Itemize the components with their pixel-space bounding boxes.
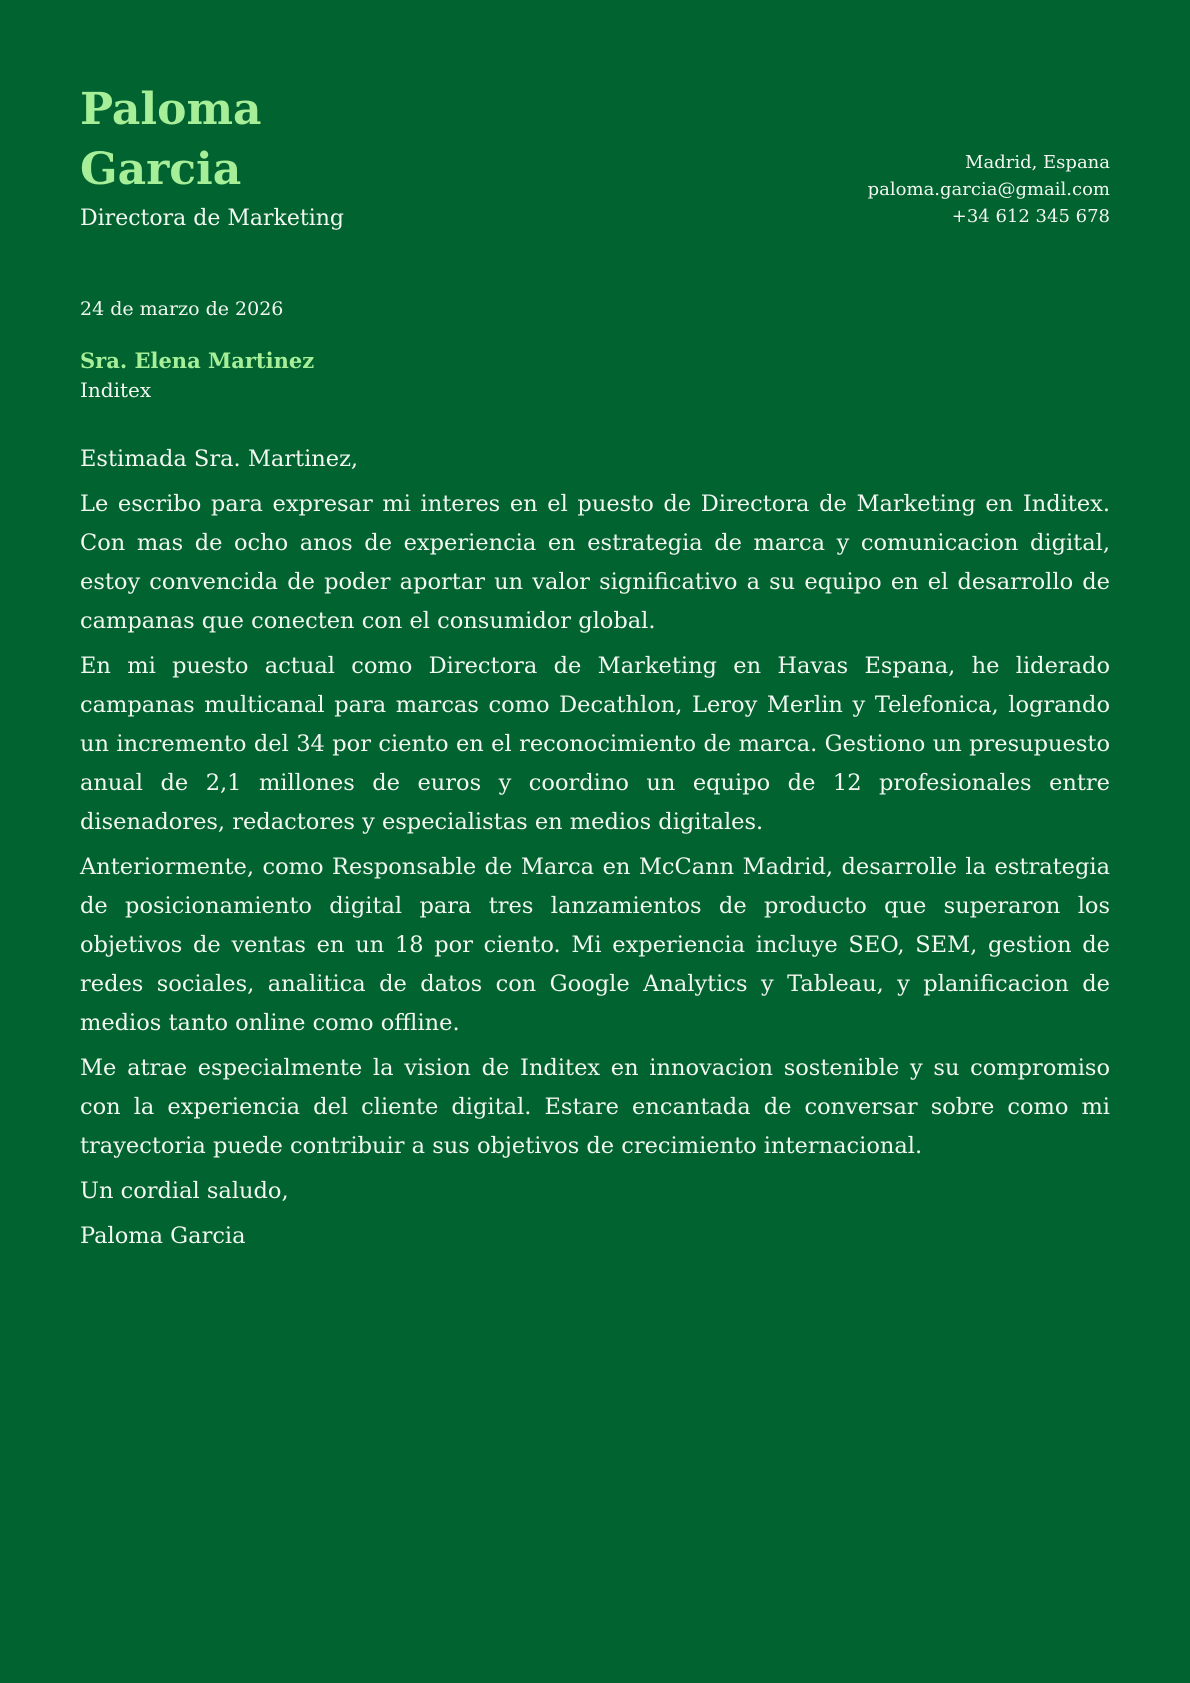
recipient-company: Inditex <box>80 378 152 402</box>
sender-first-name: Paloma <box>80 84 262 135</box>
letter-header <box>80 80 1110 234</box>
paragraph-3: Anteriormente, como Responsable de Marca en McCann Madrid, desarrolle la estrategia de posicionamiento digital para tres lanzamientos de producto que superaron los objetivos de ventas en un 18 por ciento. Mi experiencia incluye SEO, SEM, gestion de redes sociales, analitica de datos con Google Analytics y Tableau, y planificacion de medios tanto online como offline. <box>80 854 1110 1036</box>
letter-body <box>80 440 1110 1256</box>
sender-location: Madrid, Espana <box>965 152 1110 173</box>
paragraph-2: En mi puesto actual como Directora de Marketing en Havas Espana, he liderado campanas multicanal para marcas como Decathlon, Leroy Merlin y Telefonica, logrando un incremento del 34 por ciento en el reconocimiento de marca. Gestiono un presupuesto anual de 2,1 millones de euros y coordino un equipo de 12 profesionales entre disenadores, redactores y especialistas en medios digitales. <box>80 653 1110 835</box>
paragraph-4: Me atrae especialmente la vision de Inditex en innovacion sostenible y su compromiso con la experiencia del cliente digital. Estare encantada de conversar sobre como mi trayectoria puede contribuir a sus objetivos de crecimiento internacional. <box>80 1055 1110 1159</box>
sender-contact <box>868 149 1110 234</box>
salutation: Estimada Sra. Martinez, <box>80 446 359 472</box>
signature: Paloma Garcia <box>80 1223 246 1249</box>
recipient-name: Sra. Elena Martinez <box>80 348 315 373</box>
closing: Un cordial saludo, <box>80 1178 289 1204</box>
cover-letter <box>80 80 1110 1262</box>
sender-last-name: Garcia <box>80 144 242 195</box>
sender-email: paloma.garcia@gmail.com <box>867 179 1110 200</box>
sender-identity <box>80 80 344 234</box>
paragraph-1: Le escribo para expresar mi interes en el puesto de Directora de Marketing en Inditex. Con mas de ocho anos de experiencia en estrategia de marca y comunicacion digital, estoy convencida de poder aportar un valor significativo a su equipo en el desarrollo de campanas que conecten con el consumidor global. <box>80 491 1110 634</box>
sender-phone: +34 612 345 678 <box>951 206 1110 227</box>
sender-job-title: Directora de Marketing <box>80 206 344 231</box>
recipient-block <box>80 346 1110 404</box>
letter-date: 24 de marzo de 2026 <box>80 298 284 320</box>
